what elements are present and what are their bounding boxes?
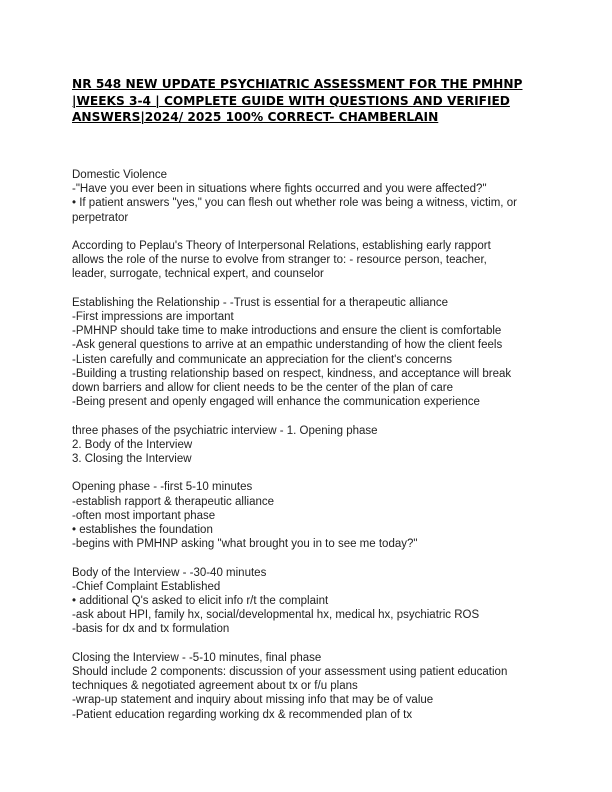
text-line: -Chief Complaint Established <box>72 580 221 593</box>
text-line: • If patient answers "yes," you can flesh out whether role was being a witness, victim, or <box>72 197 517 210</box>
section-peplau-theory <box>72 239 552 282</box>
text-line: -Building a trusting relationship based on respect, kindness, and acceptance will break <box>72 367 512 380</box>
text-line: -PMHNP should take time to make introductions and ensure the client is comfortable <box>72 325 502 338</box>
section-closing-interview <box>72 651 552 722</box>
text-line: -Being present and openly engaged will enhance the communication experience <box>72 396 480 409</box>
text-line: Opening phase - -first 5-10 minutes <box>72 481 253 494</box>
section-three-phases <box>72 424 552 467</box>
text-line: three phases of the psychiatric interview - 1. Opening phase <box>72 424 378 437</box>
text-line: -Listen carefully and communicate an appreciation for the client's concerns <box>72 353 452 366</box>
text-line: techniques & negotiated agreement about tx or f/u plans <box>72 680 358 693</box>
text-line: Domestic Violence <box>72 169 168 181</box>
section-establishing-relationship <box>72 296 552 410</box>
text-line: Closing the Interview - -5-10 minutes, final phase <box>72 651 322 664</box>
section-body-of-interview <box>72 566 552 637</box>
title-line: |WEEKS 3-4 | COMPLETE GUIDE WITH QUESTIONS AND VERIFIED <box>72 93 510 108</box>
text-line: allows the role of the nurse to evolve from stranger to: - resource person, teacher, <box>72 254 487 267</box>
title-line: ANSWERS|2024/ 2025 100% CORRECT- CHAMBERLAIN <box>72 110 439 124</box>
text-line: -ask about HPI, family hx, social/developmental hx, medical hx, psychiatric ROS <box>72 609 480 622</box>
text-line: Establishing the Relationship - -Trust is essential for a therapeutic alliance <box>72 296 449 309</box>
text-line: Should include 2 components: discussion of your assessment using patient education <box>72 666 508 679</box>
text-line: -basis for dx and tx formulation <box>72 623 230 636</box>
text-line: • establishes the foundation <box>72 524 213 537</box>
text-line: According to Peplau's Theory of Interpersonal Relations, establishing early rapport <box>72 240 491 252</box>
section-opening-phase <box>72 480 552 551</box>
text-line: -wrap-up statement and inquiry about missing info that may be of value <box>72 694 434 707</box>
document-body <box>72 168 552 736</box>
text-line: -Ask general questions to arrive at an empathic understanding of how the client feels <box>72 339 503 352</box>
text-line: -often most important phase <box>72 509 216 522</box>
text-line: 2. Body of the Interview <box>72 438 193 451</box>
text-line: -begins with PMHNP asking "what brought you in to see me today?" <box>72 538 418 551</box>
text-line: -"Have you ever been in situations where fights occurred and you were affected?" <box>72 183 487 196</box>
text-line: down barriers and allow for client needs to be the center of the plan of care <box>72 382 454 395</box>
text-line: -First impressions are important <box>72 311 234 323</box>
text-line: -Patient education regarding working dx & recommended plan of tx <box>72 708 413 721</box>
document-title <box>72 76 542 126</box>
section-domestic-violence <box>72 168 552 225</box>
text-line: leader, surrogate, technical expert, and counselor <box>72 268 324 281</box>
text-line: Body of the Interview - -30-40 minutes <box>72 566 267 579</box>
text-line: -establish rapport & therapeutic alliance <box>72 495 275 508</box>
title-line: NR 548 NEW UPDATE PSYCHIATRIC ASSESSMENT FOR THE PMHNP <box>72 77 523 91</box>
text-line: 3. Closing the Interview <box>72 453 192 466</box>
text-line: • additional Q's asked to elicit info r/t the complaint <box>72 595 329 608</box>
text-line: perpetrator <box>72 211 129 224</box>
